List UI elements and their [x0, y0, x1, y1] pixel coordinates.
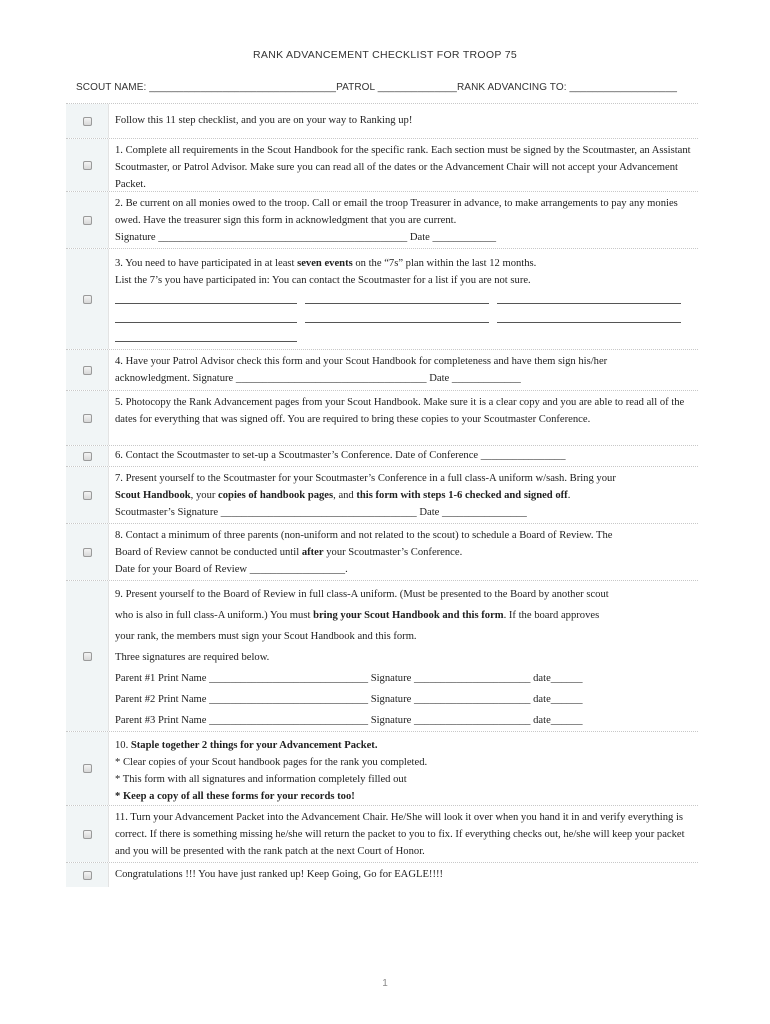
checklist-row-congrats	[66, 863, 698, 887]
checkbox-step-6[interactable]	[83, 452, 92, 461]
intro-text: Follow this 11 step checklist, and you are on your way to Ranking up!	[115, 115, 413, 126]
step-3-event-blanks	[115, 291, 692, 304]
event-blank-6[interactable]	[497, 310, 681, 323]
checklist-row-step-5	[66, 391, 698, 446]
checklist-table	[66, 103, 698, 887]
parent-3-signature-line[interactable]: Parent #3 Print Name ______________________________ Signature ______________________ date______	[115, 715, 583, 726]
step-10-heading: 10. Staple together 2 things for your Advancement Packet.	[115, 740, 378, 751]
step-7-signature-line[interactable]: Scoutmaster’s Signature _____________________________________ Date ________________	[115, 507, 527, 518]
step-2-text: 2. Be current on all monies owed to the troop. Call or email the troop Treasurer in advance, to make arrangements to pay any monies owed. Have the treasurer sign this form in acknowledgment that you are current.	[115, 198, 678, 226]
event-blank-1[interactable]	[115, 291, 297, 304]
checkbox-step-1[interactable]	[83, 161, 92, 170]
step-11-text: 11. Turn your Advancement Packet into the Advancement Chair. He/She will look it over when you hand it in and verify everything is correct. If there is something missing he/she will return the packet to you to fix. If everything checks out, he/she will keep your packet and you will be presented with the rank patch at the next Court of Honor.	[115, 812, 685, 857]
congrats-text: Congratulations !!! You have just ranked up! Keep Going, Go for EAGLE!!!!	[115, 869, 444, 880]
checkbox-step-2[interactable]	[83, 216, 92, 225]
step-5-text: 5. Photocopy the Rank Advancement pages from your Scout Handbook. Make sure it is a clear copy and you are able to read all of the dates for everything that was signed off. You are required to bring these copies to your Scoutmaster Conference.	[115, 397, 685, 425]
step-10-item-1: * Clear copies of your Scout handbook pages for the rank you completed.	[115, 757, 428, 768]
scout-name-field[interactable]: SCOUT NAME: _________________________________	[76, 82, 337, 93]
event-blank-5[interactable]	[305, 310, 489, 323]
step-8-date-line[interactable]: Date for your Board of Review __________________.	[115, 564, 348, 575]
step-4-text: 4. Have your Patrol Advisor check this form and your Scout Handbook for completeness and have them sign his/her	[115, 356, 608, 367]
checklist-row-step-9	[66, 581, 698, 732]
checkbox-step-10[interactable]	[83, 764, 92, 773]
checklist-row-step-6	[66, 446, 698, 467]
step-8-text: 8. Contact a minimum of three parents (non-uniform and not related to the scout) to schedule a Board of Review. The	[115, 530, 613, 541]
step-9-text-line-1: 9. Present yourself to the Board of Review in full class-A uniform. (Must be presented to the Board by another scout	[115, 589, 609, 600]
step-9-text-line-2: who is also in full class-A uniform.) You must bring your Scout Handbook and this form. If the board approves	[115, 610, 600, 621]
checkbox-intro[interactable]	[83, 117, 92, 126]
step-2-signature-line[interactable]: Signature _______________________________________________ Date ____________	[115, 232, 497, 243]
step-10-item-3: * Keep a copy of all these forms for your records too!	[115, 791, 355, 802]
checkbox-step-3[interactable]	[83, 295, 92, 304]
event-blank-7[interactable]	[115, 329, 297, 342]
event-blank-2[interactable]	[305, 291, 489, 304]
step-8-text-line-2: Board of Review cannot be conducted until after your Scoutmaster’s Conference.	[115, 547, 463, 558]
rank-advancing-field[interactable]: RANK ADVANCING TO: ___________________	[456, 82, 678, 93]
scout-info-header	[76, 82, 696, 93]
checklist-row-step-1	[66, 139, 698, 192]
step-1-text: 1. Complete all requirements in the Scout Handbook for the specific rank. Each section must be signed by the Scoutmaster, an Assistant Scoutmaster, or Patrol Advisor. Make sure you can read all of the dates or the Advancement Chair will not accept your Advancement Packet.	[115, 145, 691, 190]
event-blank-4[interactable]	[115, 310, 297, 323]
step-4-signature-line[interactable]: acknowledgment. Signature ____________________________________ Date _____________	[115, 373, 521, 384]
step-6-text: 6. Contact the Scoutmaster to set-up a Scoutmaster’s Conference. Date of Conference ________________	[115, 450, 566, 461]
checklist-row-step-11	[66, 806, 698, 863]
checklist-row-step-3	[66, 249, 698, 350]
checklist-row-step-4	[66, 350, 698, 391]
step-10-item-2: * This form with all signatures and information completely filled out	[115, 774, 407, 785]
checklist-row-intro	[66, 103, 698, 139]
step-9-text-line-4: Three signatures are required below.	[115, 652, 270, 663]
checkbox-step-4[interactable]	[83, 366, 92, 375]
checklist-row-step-10	[66, 732, 698, 806]
parent-1-signature-line[interactable]: Parent #1 Print Name ______________________________ Signature ______________________ date______	[115, 673, 583, 684]
parent-2-signature-line[interactable]: Parent #2 Print Name ______________________________ Signature ______________________ date______	[115, 694, 583, 705]
checkbox-step-11[interactable]	[83, 830, 92, 839]
event-blank-3[interactable]	[497, 291, 681, 304]
page-title: RANK ADVANCEMENT CHECKLIST FOR TROOP 75	[253, 49, 517, 61]
checklist-row-step-7	[66, 467, 698, 524]
checklist-row-step-2	[66, 192, 698, 249]
page-number: 1	[382, 978, 388, 989]
checkbox-step-8[interactable]	[83, 548, 92, 557]
step-7-text-line-2: Scout Handbook, your copies of handbook pages, and this form with steps 1-6 checked and signed off.	[115, 490, 571, 501]
step-7-text-line-1: 7. Present yourself to the Scoutmaster for your Scoutmaster’s Conference in a full class-A uniform w/sash. Bring your	[115, 473, 616, 484]
step-3-list-instruction: List the 7’s you have participated in: You can contact the Scoutmaster for a list if you are not sure.	[115, 275, 531, 286]
checklist-row-step-8	[66, 524, 698, 581]
patrol-field[interactable]: PATROL ______________	[336, 82, 457, 93]
checkbox-step-9[interactable]	[83, 652, 92, 661]
step-3-text: 3. You need to have participated in at least seven events on the “7s” plan within the last 12 months.	[115, 258, 537, 269]
step-9-text-line-3: your rank, the members must sign your Scout Handbook and this form.	[115, 631, 417, 642]
checkbox-step-7[interactable]	[83, 491, 92, 500]
checkbox-congrats[interactable]	[83, 871, 92, 880]
checkbox-step-5[interactable]	[83, 414, 92, 423]
